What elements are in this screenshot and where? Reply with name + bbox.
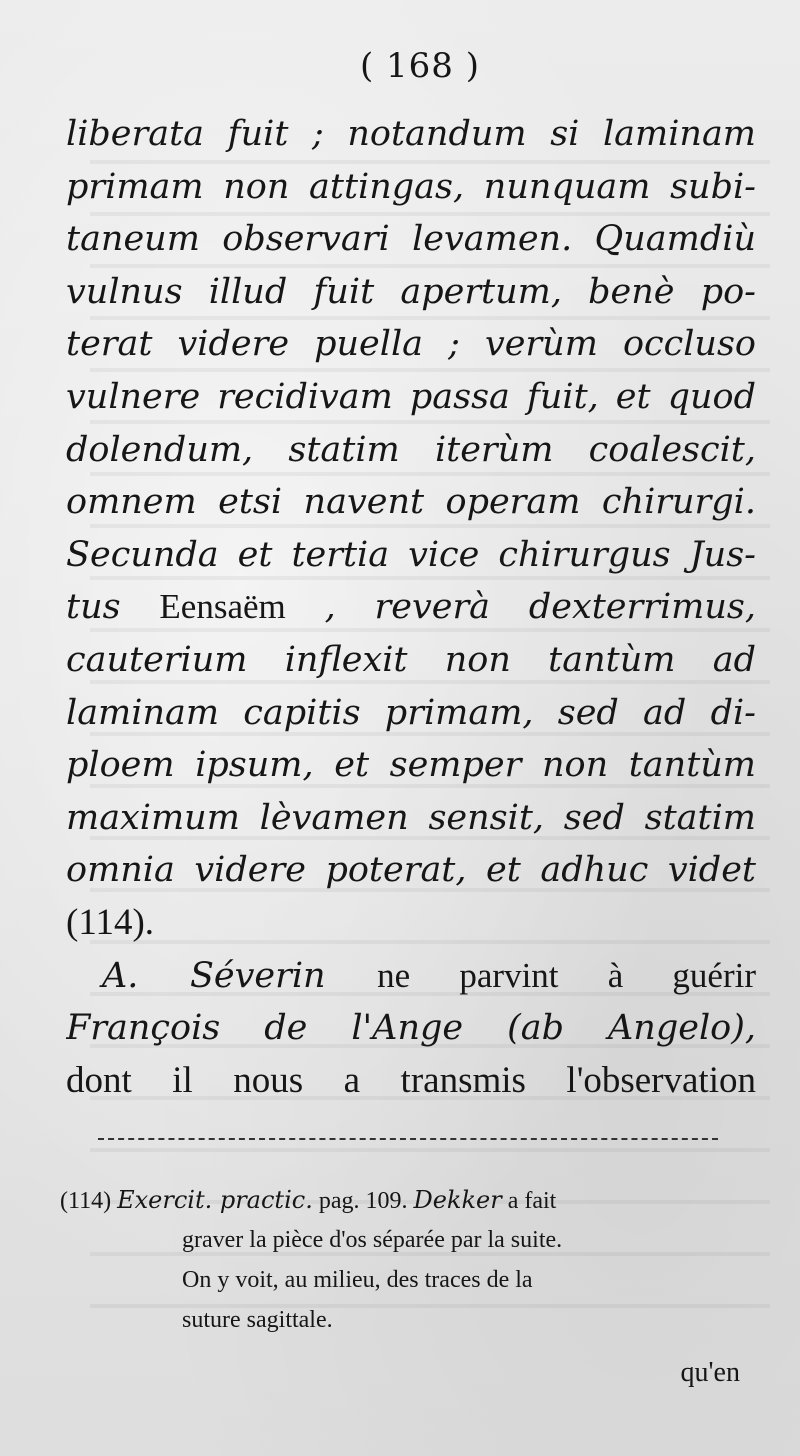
footnote-divider bbox=[98, 1138, 718, 1140]
text-line: laminam capitis primam, sed ad di- bbox=[66, 692, 756, 733]
footnote-line: graver la pièce d'os séparée par la suite. bbox=[182, 1227, 563, 1253]
footnote-line bbox=[60, 1180, 740, 1220]
text-line: omnia videre poterat, et adhuc videt bbox=[66, 850, 756, 891]
text-line: omnem etsi navent operam chirurgi. bbox=[66, 482, 756, 523]
footnote-author: Dekker bbox=[413, 1186, 502, 1214]
footnote-line: suture sagittale. bbox=[182, 1307, 333, 1333]
text-line: maximum lèvamen sensit, sed statim bbox=[66, 797, 756, 838]
footnote-page: pag. 109. bbox=[318, 1188, 408, 1214]
text-line: dont il nous a transmis l'observation bbox=[66, 1059, 756, 1101]
surgeon-name: Eensaëm bbox=[159, 587, 286, 627]
text-line: François de l'Ange (ab Angelo), bbox=[66, 1008, 756, 1049]
text-line: taneum observari levamen. Quamdiù bbox=[66, 219, 756, 260]
footnote-source: Exercit. practic. bbox=[117, 1186, 313, 1214]
text-line: cauterium inflexit non tantùm ad bbox=[66, 639, 756, 680]
text-line: dolendum, statim iterùm coalescit, bbox=[66, 429, 756, 470]
text-line: vulnus illud fuit apertum, benè po- bbox=[66, 271, 756, 312]
footnote-marker: (114) bbox=[60, 1188, 112, 1214]
text-line: vulnere recidivam passa fuit, et quod bbox=[66, 376, 756, 417]
text-line-mixed bbox=[66, 581, 756, 634]
footnote bbox=[60, 1180, 740, 1340]
footnote-reference: (114). bbox=[66, 901, 155, 943]
main-text-block bbox=[66, 108, 756, 1107]
author-name: A. Séverin bbox=[102, 955, 326, 996]
text-line: terat videre puella ; verùm occluso bbox=[66, 324, 756, 365]
text-fragment: , reverà dexterrimus, bbox=[324, 587, 756, 628]
text-line: liberata fuit ; notandum si laminam bbox=[66, 114, 756, 154]
catchword: qu'en bbox=[680, 1357, 740, 1388]
text-line: ploem ipsum, et semper non tantùm bbox=[66, 745, 756, 786]
footnote-text: a fait bbox=[507, 1188, 557, 1214]
text-fragment: ne parvint à guérir bbox=[377, 955, 756, 995]
footnote-line: On y voit, au milieu, des traces de la bbox=[182, 1267, 533, 1293]
text-fragment: tus bbox=[66, 587, 121, 628]
text-line-mixed bbox=[66, 950, 756, 1003]
text-line: primam non attingas, nunquam subi- bbox=[66, 166, 756, 207]
page-number: ( 168 ) bbox=[359, 46, 481, 86]
text-line: Secunda et tertia vice chirurgus Jus- bbox=[66, 534, 756, 575]
